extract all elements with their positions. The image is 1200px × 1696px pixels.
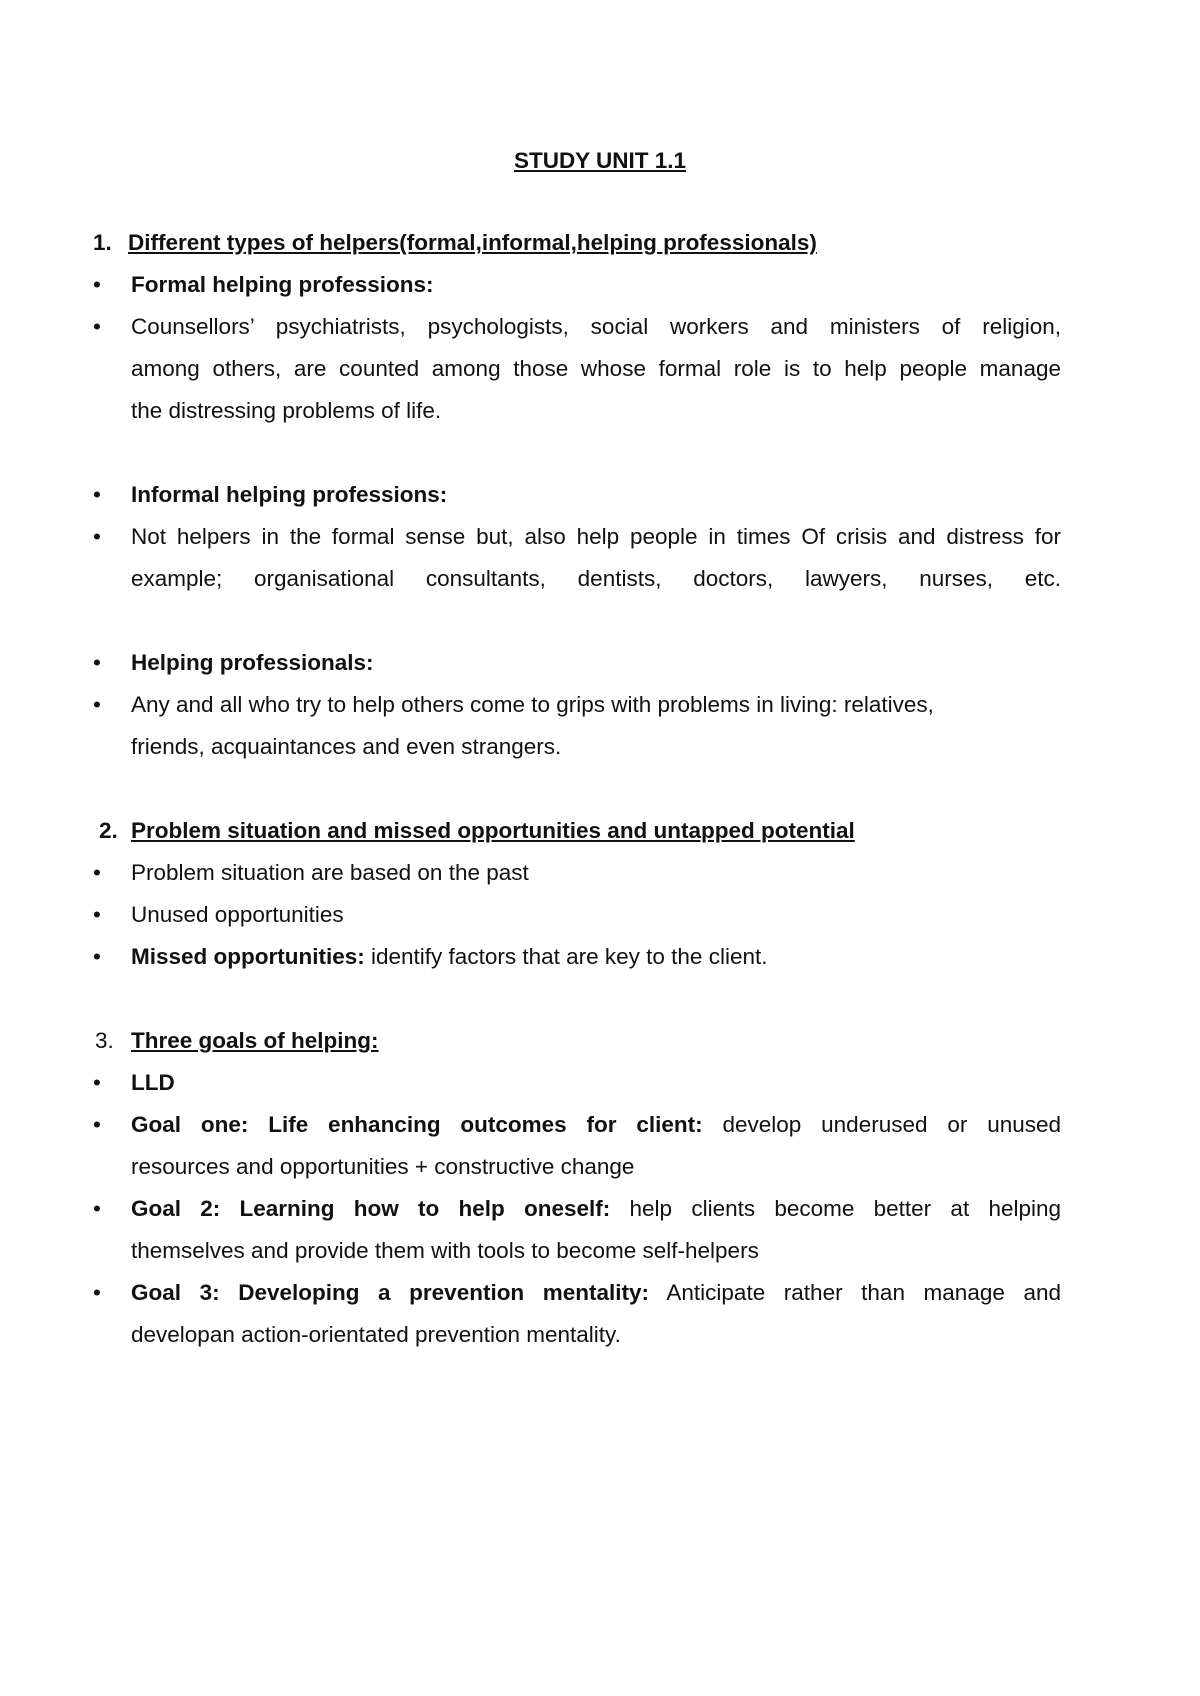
goal-1-line	[131, 1111, 1061, 1139]
goal-3-continuation: developan action-orientated prevention mentality.	[131, 1322, 621, 1347]
section-1-number: 1.	[93, 230, 112, 255]
page-title: STUDY UNIT 1.1	[513, 148, 687, 173]
informal-label: Informal helping professions:	[131, 482, 448, 507]
section-2-number: 2.	[99, 818, 118, 843]
formal-text-line: Counsellors’ psychiatrists, psychologists, social workers and ministers of religion,	[131, 314, 1061, 339]
bullet-icon: •	[93, 902, 101, 927]
goal-3-text: Anticipate rather than manage and	[649, 1280, 1061, 1305]
bullet-icon: •	[93, 650, 101, 675]
formal-label: Formal helping professions:	[131, 272, 434, 297]
helping-text-line: Any and all who try to help others come to grips with problems in living: relatives,	[131, 692, 934, 717]
goal-3-label: Goal 3: Developing a prevention mentality:	[131, 1280, 650, 1305]
goal-2-text: help clients become better at helping	[610, 1196, 1062, 1221]
formal-text-line: the distressing problems of life.	[131, 398, 442, 423]
bullet-icon: •	[93, 272, 101, 297]
helping-text-line: friends, acquaintances and even strangers.	[131, 734, 562, 759]
problem-item: Problem situation are based on the past	[131, 860, 529, 885]
informal-text-line: Not helpers in the formal sense but, also help people in times Of crisis and distress for	[131, 524, 1061, 549]
goal-3-line	[131, 1279, 1061, 1307]
bullet-icon: •	[93, 944, 101, 969]
bullet-icon: •	[93, 524, 101, 549]
bullet-icon: •	[93, 1196, 101, 1221]
bullet-icon: •	[93, 482, 101, 507]
missed-text: identify factors that are key to the client.	[364, 944, 768, 969]
formal-text-line: among others, are counted among those whose formal role is to help people manage	[131, 356, 1061, 381]
bullet-icon: •	[93, 1280, 101, 1305]
lld-item: LLD	[131, 1070, 175, 1095]
unused-item: Unused opportunities	[131, 902, 344, 927]
section-2-heading: Problem situation and missed opportunities and untapped potential	[131, 818, 855, 843]
goal-2-label: Goal 2: Learning how to help oneself:	[131, 1196, 611, 1221]
section-3-number: 3.	[95, 1028, 114, 1053]
section-1-heading: Different types of helpers(formal,informal,helping professionals)	[128, 230, 817, 255]
bullet-icon: •	[93, 860, 101, 885]
missed-item	[131, 943, 1061, 971]
bullet-icon: •	[93, 1070, 101, 1095]
goal-2-continuation: themselves and provide them with tools to become self-helpers	[131, 1238, 759, 1263]
bullet-icon: •	[93, 314, 101, 339]
bullet-icon: •	[93, 1112, 101, 1137]
helping-label: Helping professionals:	[131, 650, 374, 675]
goal-2-line	[131, 1195, 1061, 1223]
goal-1-text: develop underused or unused	[702, 1112, 1062, 1137]
goal-1-label: Goal one: Life enhancing outcomes for client:	[131, 1112, 703, 1137]
goal-1-continuation: resources and opportunities + constructive change	[131, 1154, 635, 1179]
section-3-heading: Three goals of helping:	[131, 1028, 379, 1053]
informal-text-line: example; organisational consultants, dentists, doctors, lawyers, nurses, etc.	[131, 566, 1061, 591]
missed-label: Missed opportunities:	[131, 944, 365, 969]
bullet-icon: •	[93, 692, 101, 717]
